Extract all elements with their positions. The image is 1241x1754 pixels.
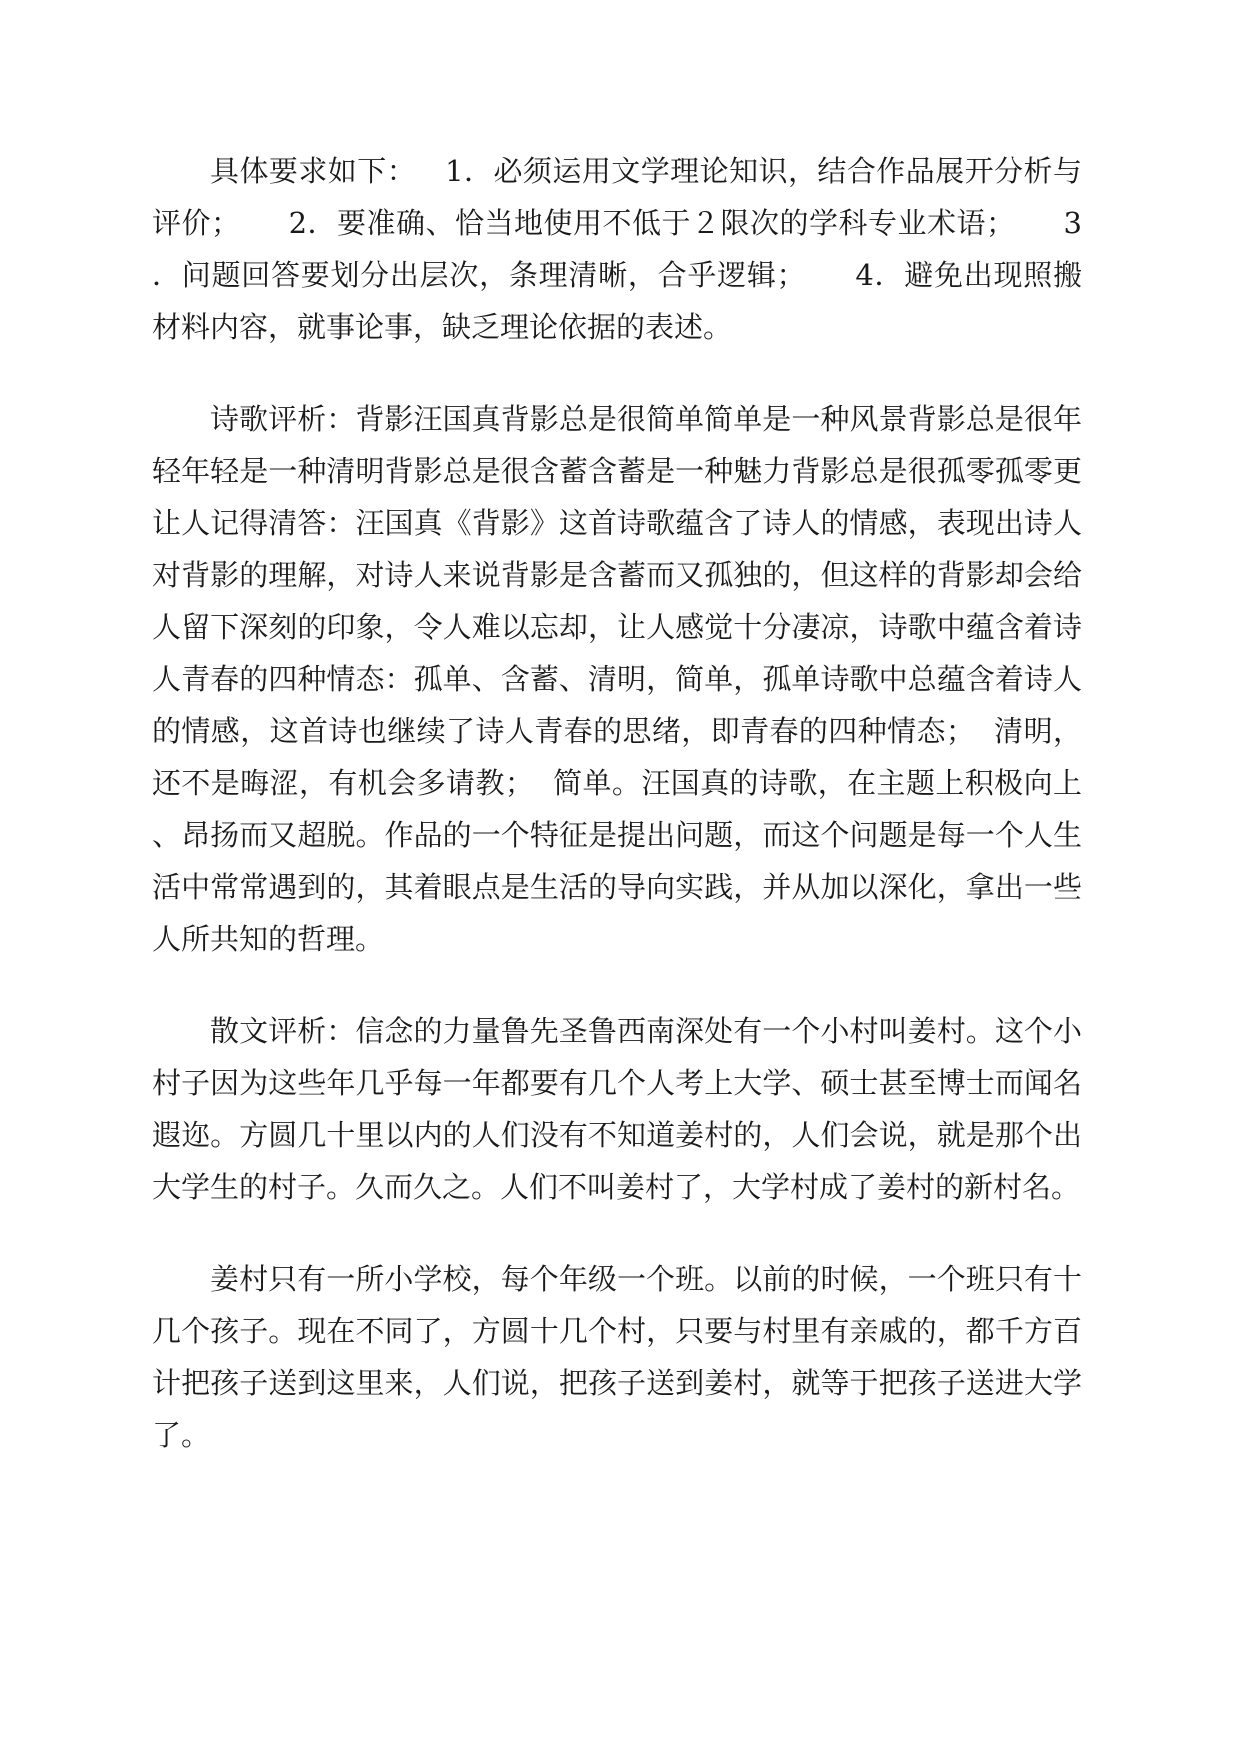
- text-line: 村子因为这些年几乎每一年都要有几个人考上大学、硕士甚至博士而闻名: [152, 1066, 1082, 1100]
- text-line: 人留下深刻的印象，令人难以忘却，让人感觉十分凄凉，诗歌中蕴含着诗: [152, 610, 1082, 644]
- text-line: 材料内容，就事论事，缺乏理论依据的表述。: [152, 310, 733, 344]
- prose-analysis-paragraph: [152, 1005, 1082, 1213]
- text-line: 人所共知的哲理。: [152, 922, 385, 956]
- text-line: 大学生的村子。久而久之。人们不叫姜村了，大学村成了姜村的新村名。: [152, 1170, 1081, 1204]
- text-line: 姜村只有一所小学校，每个年级一个班。以前的时候，一个班只有十: [210, 1262, 1082, 1296]
- text-line: ．问题回答要划分出层次，条理清晰，合乎逻辑； 4．避免出现照搬: [152, 258, 1082, 292]
- requirements-paragraph: [152, 145, 1082, 353]
- text-line: 计把孩子送到这里来，人们说，把孩子送到姜村，就等于把孩子送进大学: [152, 1366, 1082, 1400]
- text-line: 几个孩子。现在不同了，方圆十几个村，只要与村里有亲戚的，都千方百: [152, 1314, 1082, 1348]
- text-line: 诗歌评析：背影汪国真背影总是很简单简单是一种风景背影总是很年: [210, 402, 1082, 436]
- text-line: 对背影的理解，对诗人来说背影是含蓄而又孤独的，但这样的背影却会给: [152, 558, 1082, 592]
- text-line: 的情感，这首诗也继续了诗人青春的思绪，即青春的四种情态； 清明，: [152, 714, 1082, 748]
- village-school-paragraph: [152, 1253, 1082, 1461]
- text-line: 了。: [152, 1418, 211, 1452]
- text-line: 散文评析：信念的力量鲁先圣鲁西南深处有一个小村叫姜村。这个小: [210, 1014, 1082, 1048]
- document-body: [152, 145, 1082, 1501]
- text-line: 、昂扬而又超脱。作品的一个特征是提出问题，而这个问题是每一个人生: [152, 818, 1082, 852]
- text-line: 具体要求如下： 1．必须运用文学理论知识，结合作品展开分析与: [210, 154, 1082, 188]
- text-line: 轻年轻是一种清明背影总是很含蓄含蓄是一种魅力背影总是很孤零孤零更: [152, 454, 1082, 488]
- text-line: 让人记得清答：汪国真《背影》这首诗歌蕴含了诗人的情感，表现出诗人: [152, 506, 1082, 540]
- text-line: 活中常常遇到的，其着眼点是生活的导向实践，并从加以深化，拿出一些: [152, 870, 1082, 904]
- text-line: 还不是晦涩，有机会多请教； 简单。汪国真的诗歌，在主题上积极向上: [152, 766, 1082, 800]
- poetry-analysis-paragraph: [152, 393, 1082, 965]
- text-line: 人青春的四种情态：孤单、含蓄、清明，简单，孤单诗歌中总蕴含着诗人: [152, 662, 1082, 696]
- text-line: 评价； 2．要准确、恰当地使用不低于２限次的学科专业术语； 3: [152, 206, 1082, 240]
- text-line: 遐迩。方圆几十里以内的人们没有不知道姜村的，人们会说，就是那个出: [152, 1118, 1082, 1152]
